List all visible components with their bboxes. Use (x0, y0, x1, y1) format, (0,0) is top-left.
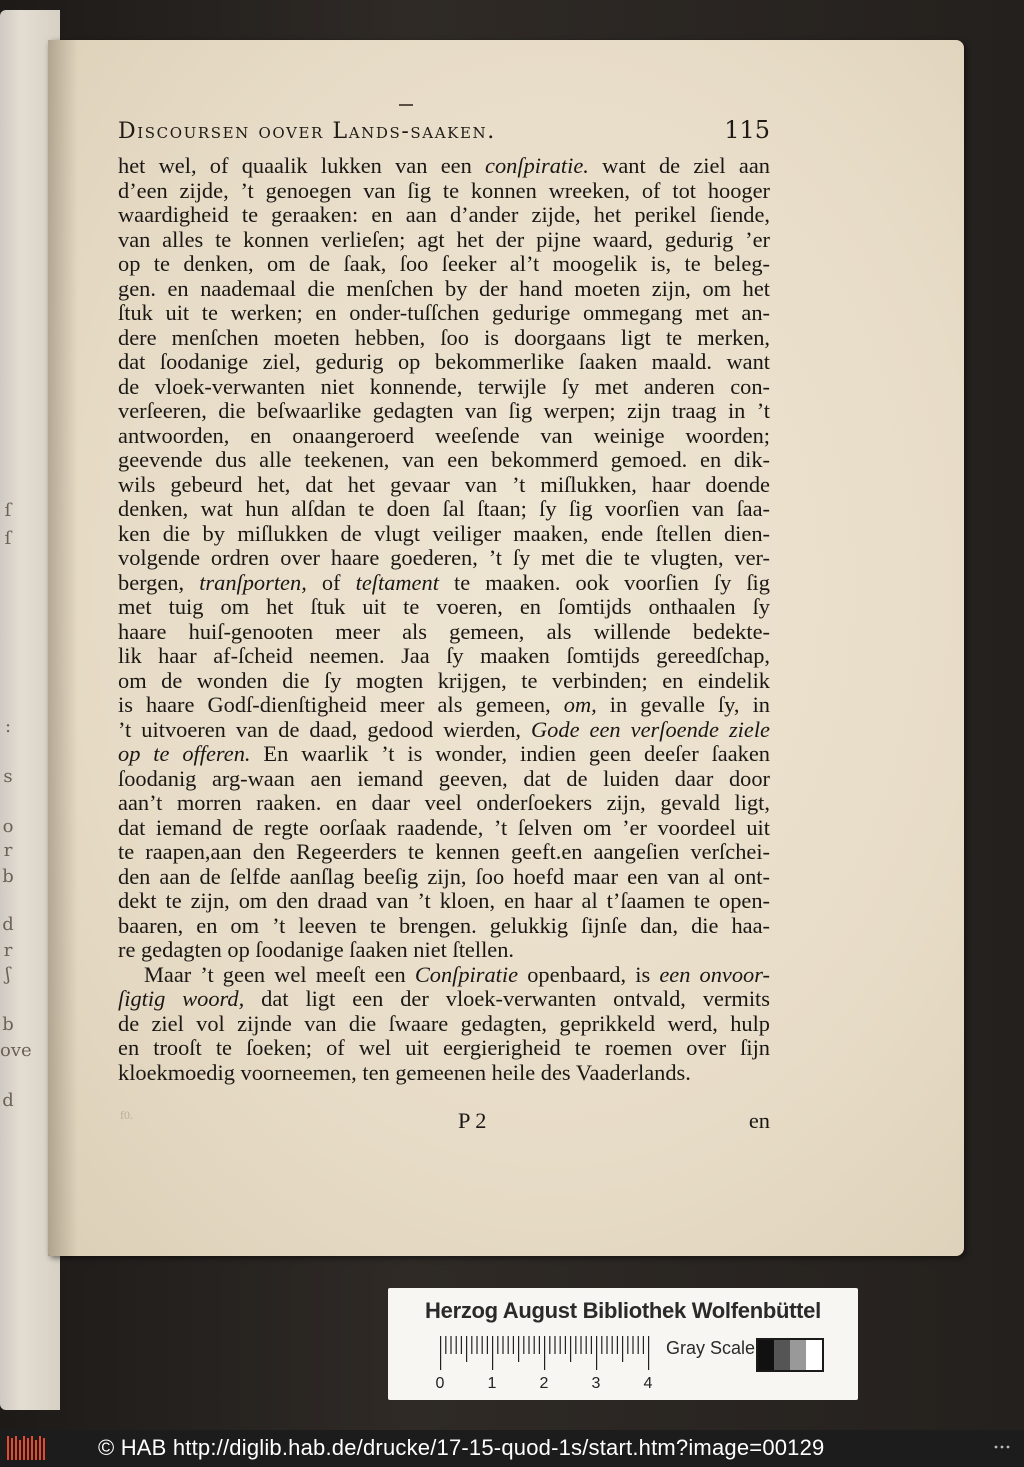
text-line (118, 522, 770, 547)
text-span: op te denken, om de ſaak, ſoo ſeeker al’t moogelik is, te beleg- (118, 251, 770, 276)
text-line (118, 644, 770, 669)
text-line (118, 987, 770, 1012)
italic-span: een onvoor- (659, 961, 770, 987)
italic-span: op te offeren. (118, 741, 251, 766)
text-span: van alles te konnen verlieſen; agt het der pijne waard, gedurig ’er (118, 226, 770, 252)
text-span: d’een zijde, ’t genoegen van ſig te konnen wreeken, of tot hooger (118, 177, 770, 203)
ruler-tick (518, 1336, 519, 1362)
footer-bar (0, 1430, 1024, 1467)
text-span: te raapen,aan den Regeerders te kennen geeft.en aangeſien verſchei- (118, 839, 770, 864)
bleed-letter: b (2, 866, 14, 887)
text-span: lik haar af-ſcheid neemen. Jaa ſy maaken ſomtijds gereedſchap, (118, 643, 770, 668)
ruler-tick (560, 1336, 561, 1354)
head-mark (399, 104, 413, 106)
bleed-letter: r (3, 940, 13, 961)
ruler-tick (632, 1336, 633, 1354)
ruler-tick (461, 1336, 462, 1354)
ruler-tick (482, 1336, 483, 1354)
ruler-tick (549, 1336, 550, 1354)
text-line (118, 473, 770, 498)
text-line (118, 914, 770, 939)
text-span: kloekmoedig voorneemen, ten gemeenen heile des Vaaderlands. (118, 1059, 691, 1085)
text-span: openbaard, is (518, 961, 660, 987)
text-span: de ziel vol zijnde van die ſwaare gedagten, geprikkeld werd, hulp (118, 1010, 770, 1036)
ruler-label: 2 (539, 1375, 549, 1392)
bleed-letter: o (2, 816, 14, 837)
page-number: 115 (724, 116, 770, 144)
gray-swatch (806, 1340, 822, 1370)
library-color-card (388, 1288, 858, 1400)
text-line (118, 203, 770, 228)
text-line (118, 1012, 770, 1037)
text-span: re gedagten op ſoodanige ſaaken niet ſtellen. (118, 937, 515, 962)
bleed-letter: r (3, 840, 13, 861)
text-span: waardigheid te geraaken: en aan d’ander zijde, het perikel ſiende, (118, 202, 770, 227)
ruler-tick (586, 1336, 587, 1354)
bleed-letter: : (4, 716, 12, 737)
printer-signature: P 2 (458, 1108, 487, 1133)
italic-span: Conſpiratie (414, 961, 519, 987)
text-line (118, 399, 770, 424)
text-span: dat ligt een der vloek-verwanten ontvald, vermits (244, 986, 770, 1011)
footer-copyright-url: © HAB http://diglib.hab.de/drucke/17-15-quod-1s/start.htm?image=00129 (98, 1435, 825, 1460)
text-span: dat iemand de regte oorſaak raadende, ’t ſelven om ’er voordeel uit (118, 814, 770, 840)
text-span: dat ſoodanige ziel, gedurig op bekommerlike ſaaken maald. want (118, 349, 770, 374)
text-line (118, 718, 770, 743)
text-line (118, 375, 770, 400)
text-line (118, 571, 770, 596)
ruler-tick (544, 1336, 545, 1370)
text-span: wils gebeurd het, dat het gevaar van ’t miſlukken, haar doende (118, 471, 770, 497)
text-span: geevende dus alle teekenen, van een bekommerd gemoed. en dik- (118, 447, 770, 472)
ruler-tick (440, 1336, 441, 1370)
text-span: ſtuk uit te werken; en onder-tuſſchen gedurige ommegang met an- (118, 300, 770, 325)
ruler-tick (596, 1336, 597, 1370)
ruler-tick (638, 1336, 639, 1354)
bleed-letter: s (3, 766, 13, 787)
text-line (118, 448, 770, 473)
italic-span: tranſporten, (199, 569, 307, 595)
italic-span: teſtament (355, 569, 439, 595)
text-span: Maar ’t geen wel meeſt een (144, 961, 415, 987)
gray-scale-bar (756, 1338, 824, 1372)
body-text (118, 154, 770, 1085)
text-line (118, 179, 770, 204)
text-line (118, 816, 770, 841)
text-span: volgende ordren over haare goederen, ’t ſy met die te vlugten, ver- (118, 545, 770, 570)
text-line (118, 326, 770, 351)
text-span: in gevalle ſy, in (596, 692, 770, 717)
text-line (118, 301, 770, 326)
gray-swatch (774, 1340, 790, 1370)
text-span: met tuig om het ſtuk uit te voeren, en ſomtijds onthaalen ſy (118, 594, 770, 619)
italic-span: Gode een verſoende ziele (531, 716, 770, 742)
ruler-label: 0 (435, 1375, 445, 1392)
ruler-label: 4 (643, 1375, 653, 1392)
text-span: om de wonden die ſy mogten krijgen, te verbinden; en eindelik (118, 667, 770, 693)
dots-icon (994, 1442, 1010, 1452)
text-line (118, 620, 770, 645)
ruler-tick (617, 1336, 618, 1354)
italic-span: conſpiratie. (485, 153, 589, 178)
text-line (118, 742, 770, 767)
card-title: Herzog August Bibliothek Wolfenbüttel (425, 1298, 821, 1323)
text-span: aan’t morren raaken. en daar veel onderſoekers zijn, gevald ligt, (118, 790, 770, 815)
ruler-tick (622, 1336, 623, 1362)
text-line (118, 595, 770, 620)
text-line (118, 350, 770, 375)
ruler-tick (492, 1336, 493, 1370)
text-span: ſoodanig arg-waan aen iemand geeven, dat de luiden daar door (118, 765, 770, 791)
ruler-tick (528, 1336, 529, 1354)
text-line (118, 1036, 770, 1061)
ruler-tick (575, 1336, 576, 1354)
hab-logo-icon (6, 1434, 48, 1462)
text-line (118, 669, 770, 694)
ruler-tick (456, 1336, 457, 1354)
text-span: ken die by miſlukken de vlugt veiliger maaken, ende ſtellen dien- (118, 520, 770, 546)
text-line (118, 497, 770, 522)
text-span: of (306, 569, 356, 595)
ruler-tick (513, 1336, 514, 1354)
gray-scale-label: Gray Scale (666, 1338, 756, 1358)
ruler-tick (502, 1336, 503, 1354)
text-span: ’t uitvoeren van de daad, gedood wierden, (118, 716, 532, 742)
bleed-letter: ove (0, 1040, 32, 1061)
text-line (118, 889, 770, 914)
text-span: baaren, en om ’t leeven te brengen. gelukkig ſijnſe dan, die haa- (118, 912, 770, 938)
text-line (118, 791, 770, 816)
text-span: dere menſchen moeten hebben, ſoo is doorgaans ligt te merken, (118, 324, 770, 350)
text-span: gen. en naademaal die menſchen by der hand moeten zijn, om het (118, 275, 770, 301)
italic-span: om, (563, 692, 597, 717)
text-line (118, 963, 770, 988)
text-span: want de ziel aan (588, 153, 770, 178)
ruler-label: 3 (591, 1375, 601, 1392)
text-span: denken, wat hun alſdan te doen ſal ſtaan; ſy ſig voorſien van ſaa- (118, 496, 770, 521)
text-span: de vloek-verwanten niet konnende, terwijle ſy met anderen con- (118, 373, 770, 399)
gray-swatch (790, 1340, 806, 1370)
ruler-tick (612, 1336, 613, 1354)
text-span: en trooſt te ſoeken; of wel uit eergierigheid te roemen over ſijn (118, 1035, 770, 1060)
gutter-shadow (48, 40, 78, 1256)
gray-swatch (758, 1340, 774, 1370)
ruler-tick (534, 1336, 535, 1354)
running-head (118, 116, 770, 150)
text-line (118, 767, 770, 792)
text-span: verſeeren, die beſwaarlike gedagten van ſig werpen; zijn traag in ’t (118, 398, 770, 423)
ruler-tick (487, 1336, 488, 1354)
bleed-letter: ſ (4, 500, 12, 521)
ruler-tick (466, 1336, 467, 1362)
bleed-letter: ſ (4, 528, 12, 549)
ruler-tick (497, 1336, 498, 1354)
text-line (118, 865, 770, 890)
text-span: En waarlik ’t is wonder, indien geen deeſer ſaaken (250, 741, 770, 766)
bleed-letter: b (2, 1014, 14, 1035)
ruler-label: 1 (487, 1375, 497, 1392)
text-line (118, 228, 770, 253)
ruler-tick (508, 1336, 509, 1354)
text-span: te maaken. ook voorſien ſy ſig (438, 569, 770, 595)
text-span: bergen, (118, 569, 200, 595)
text-line (118, 277, 770, 302)
bleed-letter: d (2, 914, 14, 935)
text-span: dekt te zijn, om den draad van ’t kloen, en haar al t’ſaamen te open- (118, 888, 770, 913)
ruler-tick (554, 1336, 555, 1354)
signature-line (118, 1108, 770, 1136)
ruler-tick (648, 1336, 649, 1370)
italic-span: ſigtig woord, (118, 986, 245, 1011)
text-line (118, 693, 770, 718)
running-title: Discoursen oover Lands-saaken. (118, 119, 496, 144)
text-line (118, 1061, 770, 1086)
ruler-tick (601, 1336, 602, 1354)
text-line (118, 252, 770, 277)
text-span: is haare Godſ-dienſtigheid meer als gemeen, (118, 692, 564, 717)
ruler-tick (570, 1336, 571, 1362)
text-line (118, 938, 770, 963)
ruler-tick (523, 1336, 524, 1354)
ruler-tick (476, 1336, 477, 1354)
catchword: en (748, 1108, 770, 1133)
text-span: haare huiſ-genooten meer als gemeen, als willende bedekte- (118, 618, 770, 644)
bleed-letter: d (2, 1090, 14, 1111)
measure-ruler (435, 1334, 653, 1392)
text-span: het wel, of quaalik lukken van een (118, 153, 486, 178)
ruler-tick (450, 1336, 451, 1354)
bleed-letter: ʃ (5, 964, 11, 985)
ruler-tick (539, 1336, 540, 1354)
faint-mark: f0. (120, 1108, 133, 1122)
text-span: antwoorden, en onaangeroerd weeſende van weinige woorden; (118, 422, 770, 448)
text-line (118, 840, 770, 865)
text-line (118, 546, 770, 571)
ruler-tick (627, 1336, 628, 1354)
ruler-tick (643, 1336, 644, 1354)
text-line (118, 154, 770, 179)
text-span: den aan de ſelfde aanſlag beeſig zijn, ſoo hoefd maar een van al ont- (118, 863, 770, 889)
ruler-tick (471, 1336, 472, 1354)
ruler-tick (565, 1336, 566, 1354)
ruler-tick (591, 1336, 592, 1354)
text-line (118, 424, 770, 449)
ruler-tick (445, 1336, 446, 1354)
ruler-tick (580, 1336, 581, 1354)
ruler-tick (606, 1336, 607, 1354)
